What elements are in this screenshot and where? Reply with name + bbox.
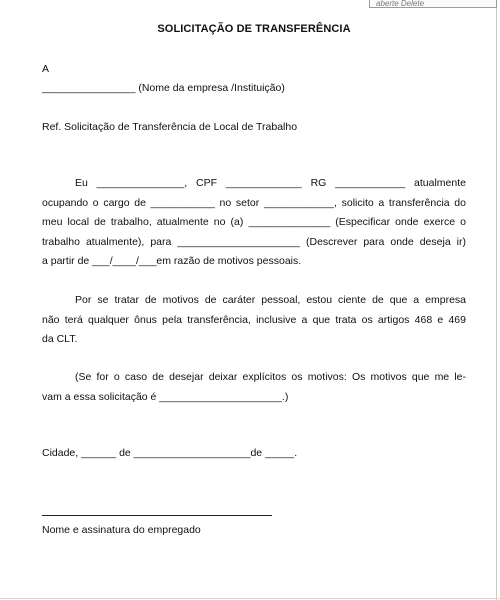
paragraph-request xyxy=(42,174,466,272)
page-edge-right xyxy=(496,0,497,600)
paragraph-line: vam a essa solicitação é _____________________.) xyxy=(42,390,289,403)
paragraph-line: trabalho atualmente), para _____________________ (Descrever para onde deseja ir) xyxy=(42,235,466,248)
paragraph-line: Por se tratar de motivos de caráter pessoal, estou ciente de que a empresa xyxy=(75,294,466,306)
signature-label: Nome e assinatura do empregado xyxy=(42,524,201,536)
paragraph-line: da CLT. xyxy=(42,333,78,345)
paragraph-line: (Se for o caso de desejar deixar explícitos os motivos: Os motivos que me le- xyxy=(75,371,466,383)
page-edge-bottom xyxy=(0,598,500,599)
paragraph-reasons xyxy=(42,368,466,407)
paragraph-line: Eu _______________, CPF _____________ RG ____________ atualmente xyxy=(75,177,466,189)
signature-line xyxy=(42,515,272,516)
recipient-line: ________________ (Nome da empresa /Instituição) xyxy=(42,82,285,94)
paragraph-acknowledgement xyxy=(42,291,466,350)
paragraph-line: meu local de trabalho, atualmente no (a) ______________ (Especificar onde exerce o xyxy=(42,216,466,228)
document-title: SOLICITAÇÃO DE TRANSFERÊNCIA xyxy=(157,23,351,35)
paragraph-line: a partir de ___/____/___em razão de motivos pessoais. xyxy=(42,255,302,267)
paragraph-line: não terá qualquer ônus pela transferência, inclusive a que trata os artigos 468 e 469 xyxy=(42,313,466,326)
date-line: Cidade, ______ de ____________________de _____. xyxy=(42,447,298,459)
viewer-corner-tab[interactable]: aberte Delete xyxy=(369,0,497,8)
recipient-prefix: A xyxy=(42,63,50,75)
reference-line: Ref. Solicitação de Transferência de Local de Trabalho xyxy=(42,121,298,133)
paragraph-line: ocupando o cargo de ___________ no setor ____________, solicito a transferência do xyxy=(42,196,466,209)
